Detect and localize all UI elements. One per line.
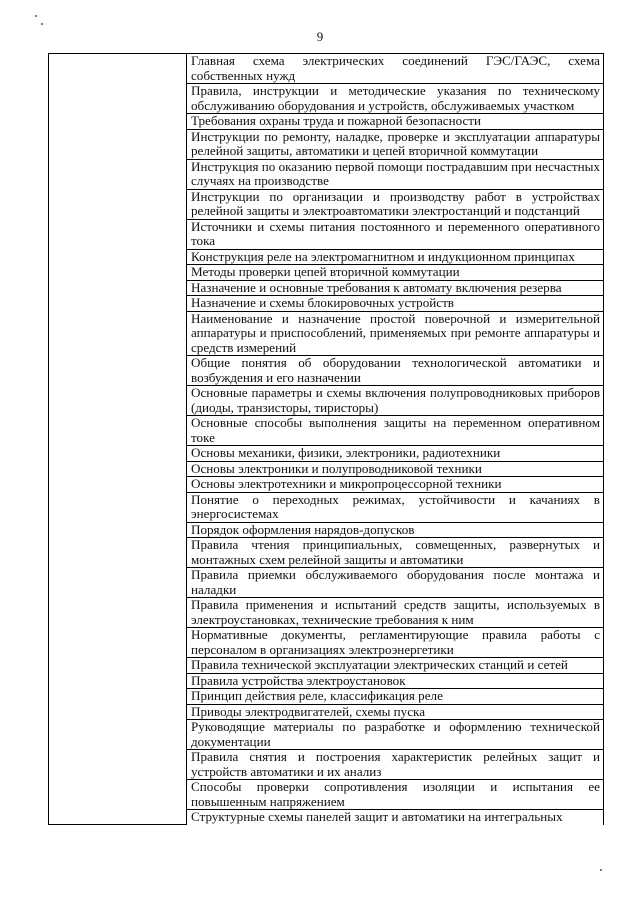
knowledge-item: Инструкции по ремонту, наладке, проверке и эксплуатации аппаратуры релейной защиты, автоматики и цепей вторичной коммутации [187,129,604,159]
knowledge-item: Правила, инструкции и методические указания по техническому обслуживанию оборудования и устройств, обслуживаемых участком [187,84,604,114]
knowledge-item: Инструкции по организации и производству работ в устройствах релейной защиты и электроавтоматики электростанций и подстанций [187,189,604,219]
knowledge-item: Инструкция по оказанию первой помощи пострадавшим при несчастных случаях на производстве [187,159,604,189]
empty-left-column [49,54,187,825]
knowledge-item: Порядок оформления нарядов-допусков [187,522,604,538]
knowledge-item: Способы проверки сопротивления изоляции и испытания ее повышенным напряжением [187,780,604,810]
knowledge-item: Нормативные документы, регламентирующие правила работы с персоналом в организациях электроэнергетики [187,628,604,658]
knowledge-item: Назначение и схемы блокировочных устройств [187,296,604,312]
knowledge-item: Общие понятия об оборудовании технологической автоматики и возбуждения и его назначении [187,356,604,386]
knowledge-item: Правила приемки обслуживаемого оборудования после монтажа и наладки [187,568,604,598]
knowledge-item: Назначение и основные требования к автомату включения резерва [187,280,604,296]
knowledge-item: Наименование и назначение простой поверочной и измерительной аппаратуры и приспособлений, применяемых при ремонте аппаратуры и средств измерений [187,311,604,356]
knowledge-item: Принцип действия реле, классификация реле [187,689,604,705]
scan-speck [41,23,43,25]
scan-speck [35,15,37,17]
knowledge-item: Понятие о переходных режимах, устойчивости и качаниях в энергосистемах [187,492,604,522]
scan-speck [600,869,602,871]
page-number: 9 [316,29,324,44]
knowledge-item: Методы проверки цепей вторичной коммутации [187,265,604,281]
knowledge-item: Конструкция реле на электромагнитном и индукционном принципах [187,249,604,265]
knowledge-item: Правила применения и испытаний средств защиты, используемых в электроустановках, технические требования к ним [187,598,604,628]
knowledge-table [48,53,604,825]
knowledge-item: Основные параметры и схемы включения полупроводниковых приборов (диоды, транзисторы, тиристоры) [187,386,604,416]
knowledge-item: Основы механики, физики, электроники, радиотехники [187,446,604,462]
knowledge-item: Приводы электродвигателей, схемы пуска [187,704,604,720]
knowledge-item: Правила технической эксплуатации электрических станций и сетей [187,658,604,674]
table-row [49,54,604,84]
knowledge-item: Руководящие материалы по разработке и оформлению технической документации [187,720,604,750]
table-body [49,54,604,825]
knowledge-item: Правила устройства электроустановок [187,673,604,689]
knowledge-item: Главная схема электрических соединений ГЭС/ГАЭС, схема собственных нужд [187,54,604,84]
knowledge-item: Источники и схемы питания постоянного и переменного оперативного тока [187,219,604,249]
knowledge-item: Структурные схемы панелей защит и автоматики на интегральных [187,810,604,825]
knowledge-item: Основы электротехники и микропроцессорной техники [187,477,604,493]
knowledge-item: Требования охраны труда и пожарной безопасности [187,114,604,130]
knowledge-item: Правила снятия и построения характеристик релейных защит и устройств автоматики и их анализ [187,750,604,780]
knowledge-item: Основы электроники и полупроводниковой техники [187,461,604,477]
knowledge-item: Правила чтения принципиальных, совмещенных, развернутых и монтажных схем релейной защиты и автоматики [187,538,604,568]
knowledge-item: Основные способы выполнения защиты на переменном оперативном токе [187,416,604,446]
